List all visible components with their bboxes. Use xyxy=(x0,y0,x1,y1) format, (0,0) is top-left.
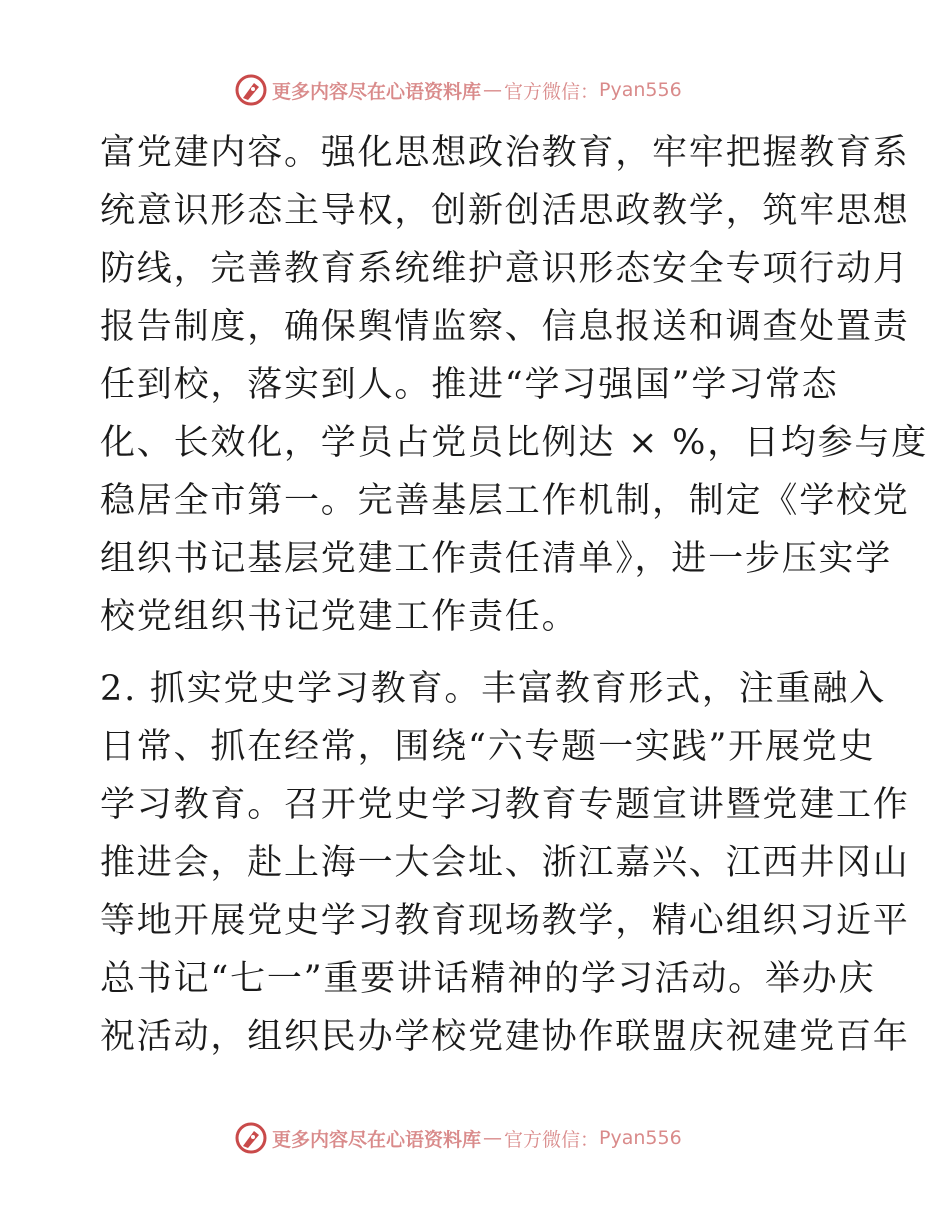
paragraph-2-line: 祝活动，组织民办学校党建协作联盟庆祝建党百年 xyxy=(100,1017,910,1057)
paragraph-2-line: 推进会，赴上海一大会址、浙江嘉兴、江西井冈山 xyxy=(100,843,910,883)
header-slogan: 更多内容尽在心语资料库 xyxy=(272,80,482,103)
footer-dash: — xyxy=(483,1127,503,1149)
paragraph-1-line: 报告制度，确保舆情监察、信息报送和调查处置责 xyxy=(100,307,910,347)
paragraph-2-line: 等地开展党史学习教育现场教学，精心组织习近平 xyxy=(100,901,910,941)
footer-wechat-id: Pyan556 xyxy=(599,1127,682,1149)
footer-wechat-label: 官方微信： xyxy=(504,1128,600,1151)
paragraph-1-line: 组织书记基层党建工作责任清单》，进一步压实学 xyxy=(100,539,893,579)
header-dash: — xyxy=(483,79,503,101)
header-wechat-label: 官方微信： xyxy=(504,80,600,103)
paragraph-1-line: 统意识形态主导权，创新创活思政教学，筑牢思想 xyxy=(100,191,910,231)
paragraph-1-line: 富党建内容。强化思想政治教育，牢牢把握教育系 xyxy=(100,133,910,173)
paragraph-1-line: 任到校，落实到人。推进“学习强国”学习常态 xyxy=(100,365,839,405)
header-wechat-id: Pyan556 xyxy=(599,79,682,101)
paragraph-2-line: 2. 抓实党史学习教育。丰富教育形式，注重融入 xyxy=(100,669,886,709)
pen-nib-logo-icon xyxy=(234,73,268,107)
paragraph-1-line: 稳居全市第一。完善基层工作机制，制定《学校党 xyxy=(100,481,910,521)
paragraph-1-line: 校党组织书记党建工作责任。 xyxy=(100,597,579,637)
paragraph-1-line: 防线，完善教育系统维护意识形态安全专项行动月 xyxy=(100,249,910,289)
pen-nib-logo-icon xyxy=(234,1121,268,1155)
paragraph-2-line: 学习教育。召开党史学习教育专题宣讲暨党建工作 xyxy=(100,785,910,825)
paragraph-gap xyxy=(100,646,860,660)
paragraph-1-line: 化、长效化，学员占党员比例达 × %，日均参与度 xyxy=(100,423,929,463)
footer-banner xyxy=(234,1120,714,1156)
paragraph-2-line: 日常、抓在经常，围绕“六专题一实践”开展党史 xyxy=(100,727,876,767)
header-banner xyxy=(234,72,714,108)
body-text xyxy=(100,124,929,1066)
paragraph-2-line: 总书记“七一”重要讲话精神的学习活动。举办庆 xyxy=(100,959,876,999)
footer-slogan: 更多内容尽在心语资料库 xyxy=(272,1128,482,1151)
